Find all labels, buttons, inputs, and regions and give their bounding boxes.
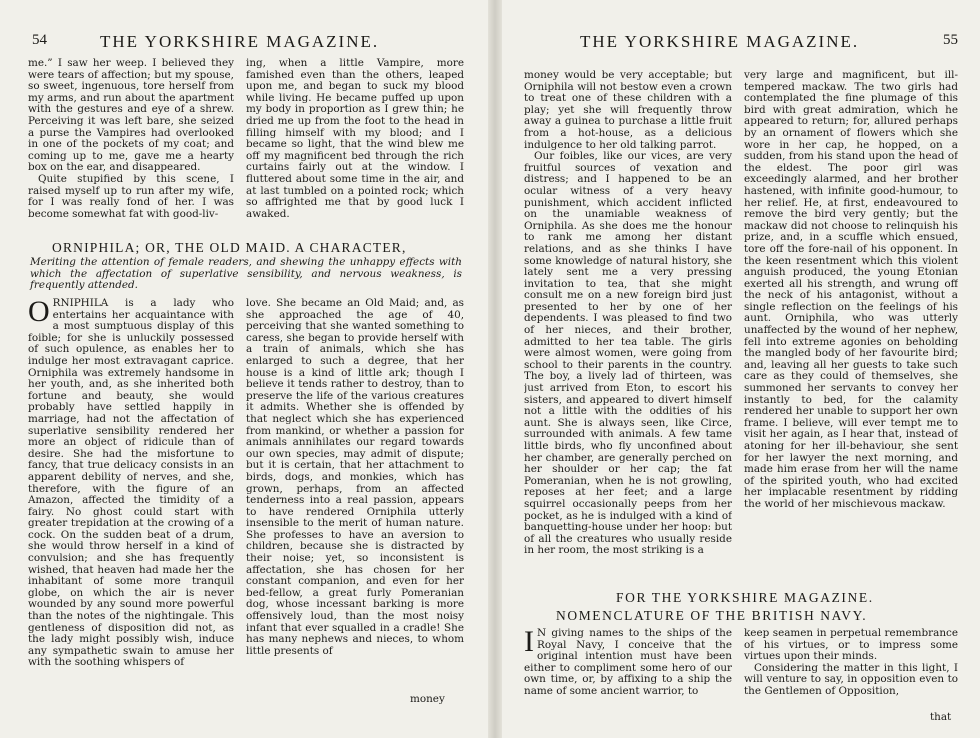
- paragraph: very large and magnificent, but ill-tempered mackaw. The two girls had contemplated the fine plumage of this bird with great admiration, which he appeared to return; for, allured perhaps by an ornament of flowers which she wore in her cap, he hopped, on a sudden, from his stand upon the head of the eldest. The poor girl was exceedingly alarmed, and her brother hastened, with infinite good-humour, to her relief. He, at first, endeavoured to remove the bird very gently; but the mackaw did not choose to relinquish his prize, and, in a scuffle which ensued, tore off the fore-nail of his opponent. In the keen resentment which this violent anguish produced, the young Etonian exerted all his strength, and wrung off the neck of his antagonist, without a single reflection on the feelings of his aunt. Orniphila, who was utterly unaffected by the wound of her nephew, fell into extreme agonies on beholding the mangled body of her favourite bird; and, leaving all her guests to take such care as they could of themselves, she summoned her servants to convey her instantly to bed, for the calamity rendered her unable to support her own frame. I believe, will ever tempt me to visit her again, as I hear that, instead of atoning for her ill-behaviour, she sent for her lawyer the next morning, and made him erase from her will the name of the spirited youth, who had excited her implacable resentment by ridding the world of her mischievous mackaw.: [744, 70, 958, 510]
- paragraph: Our foibles, like our vices, are very fruitful sources of vexation and distress; and I happened to be an ocular witness of a very heavy punishment, which accident inflicted on the unamiable weakness of Orniphila. As she does me the honour to rank me among her distant relations, and as she thinks I have some knowledge of natural history, she lately sent me a very pressing invitation to tea, that she might consult me on a new foreign bird just presented to her by one of her dependents. I was pleased to find two of her nieces, and their brother, admitted to her tea table. The girls were almost women, were going from school to their parents in the country. The boy, a lively lad of thirteen, was just arrived from Eton, to escort his sisters, and appeared to divert himself not a little with the oddities of his aunt. She is always seen, like Circe, surrounded with animals. A few tame little birds, who fly unconfined about her chamber, are generally perched on her shoulder or her cap; the fat Pomeranian, when he is not growling, reposes at her feet; and a large squirrel occasionally peeps from her pocket, as he is indulged with a kind of banquetting-house under her hoop: but of all the creatures who usually reside in her room, the most striking is a: [524, 150, 732, 557]
- left-page: [10, 0, 480, 738]
- section-title: NOMENCLATURE OF THE BRITISH NAVY.: [556, 608, 868, 623]
- left-page-number: 54: [32, 32, 47, 48]
- paragraph: RNIPHILA is a lady who entertains her acquaintance with a most sumptuous display of this foible; for she is unluckily possessed of such opulence, as enables her to indulge her most extravagant caprice. Orniphila was extremely handsome in her youth, and, as she inherited both fortune and beauty, she would probably have settled happily in marriage, had not the affectation of superlative sensibility rendered her more an object of ridicule than of desire. She had the misfortune to fancy, that true delicacy consists in an apparent debility of nerves, and she, therefore, with the figure of an Amazon, affected the timidity of a fairy. No ghost could start with greater trepidation at the crowing of a cock. On the sudden beat of a drum, she would throw herself in a kind of convulsion; and she has frequently wished, that heaven had made her the inhabitant of some more tranquil globe, on which the air is never wounded by any sound more powerful than the notes of the nightingale. This gentleness of disposition did not, as the lady might possibly wish, induce any sympathetic swain to amuse her with the soothing whispers of: [28, 298, 234, 669]
- paragraph: Quite stupified by this scene, I raised myself up to run after my wife, for I was really fond of her. I was become somewhat fat with good-liv-: [28, 172, 234, 220]
- dropcap: O: [28, 298, 50, 328]
- right-col2: [744, 70, 958, 574]
- left-col2-top: [246, 58, 464, 228]
- paragraph: love. She became an Old Maid; and, as she approached the age of 40, perceiving that she wanted something to caress, she began to provide herself with a train of animals, which she has enlarged to such a degree, that her house is a kind of little ark; though I believe it tends rather to destroy, than to preserve the life of the various creatures it admits. Whether she is offended by that neglect which she has experienced from mankind, or whether a passion for animals annihilates our regard towards our own species, may admit of dispute; but it is certain, that her attachment to birds, dogs, and monkies, which has grown, perhaps, from an affected tenderness into a real passion, appears to have rendered Orniphila utterly insensible to the merit of human nature. She professes to have an aversion to children, because she is distracted by their noise; yet, so inconsistent is affectation, she has chosen for her constant companion, and even for her bed-fellow, a great furly Pomeranian dog, whose incessant barking is more offensively loud, than the most noisy infant that ever squalled in a cradle! She has many nephews and nieces, to whom little presents of: [246, 298, 464, 657]
- left-catchword: money: [410, 693, 445, 705]
- left-col1-bottom: [28, 298, 234, 710]
- right-col1-bottom: [524, 628, 732, 722]
- paragraph: N giving names to the ships of the Royal Navy, I conceive that the original intention must have been either to compliment some hero of our own time, or, by affixing to a ship the name of some ancient warrior, to: [524, 628, 732, 697]
- paragraph: money would be very acceptable; but Orniphila will not bestow even a crown to treat one of these children with a play; yet she will frequently throw away a guinea to purchase a little fruit from a hot-house, as a delicious indulgence to her old talking parrot.: [524, 70, 732, 151]
- paragraph: keep seamen in perpetual remembrance of his virtues, or to impress some virtues upon their minds.: [744, 628, 958, 663]
- right-col2-bottom: [744, 628, 958, 710]
- left-col2-bottom: [246, 298, 464, 694]
- dropcap: I: [524, 628, 534, 658]
- left-col1-top: [28, 58, 234, 226]
- left-running-title: THE YORKSHIRE MAGAZINE.: [100, 32, 380, 51]
- article-title: ORNIPHILA; OR, THE OLD MAID. A CHARACTER,: [52, 240, 407, 255]
- article-subtitle: Meriting the attention of female readers, and shewing the unhappy effects with which the affectation of superlative sensibility, and nervous weakness, is frequently attended.: [30, 256, 462, 292]
- section-head: FOR THE YORKSHIRE MAGAZINE.: [616, 590, 874, 605]
- right-running-head: [510, 32, 972, 52]
- left-running-head: [10, 32, 480, 52]
- paragraph: ing, when a little Vampire, more famished even than the others, leaped upon me, and began to suck my blood while living. He became puffed up upon my body in proportion as I grew thin; he dried me up from the foot to the head in filling himself with my blood; and I became so light, that the wind blew me off my magnificent bed through the rich curtains fairly out at the window. I fluttered about some time in the air, and at last tumbled on a pointed rock; which so affrighted me that by good luck I awaked.: [246, 58, 464, 220]
- right-catchword: that: [930, 711, 952, 723]
- right-col1: [524, 70, 732, 586]
- page-gutter: [488, 0, 502, 738]
- right-page: [510, 0, 972, 738]
- paragraph: Considering the matter in this light, I will venture to say, in opposition even to the Gentlemen of Opposition,: [744, 661, 958, 697]
- right-running-title: THE YORKSHIRE MAGAZINE.: [580, 32, 860, 51]
- right-page-number: 55: [943, 32, 958, 48]
- paragraph: me.” I saw her weep. I believed they were tears of affection; but my spouse, so sweet, ingenuous, tore herself from my arms, and run about the apartment with the gestures and eye of a shrew. Perceiving it was left bare, she seized a purse the Vampires had overlooked in one of the pockets of my coat; and coming up to me, gave me a hearty box on the ear, and disappeared.: [28, 58, 234, 174]
